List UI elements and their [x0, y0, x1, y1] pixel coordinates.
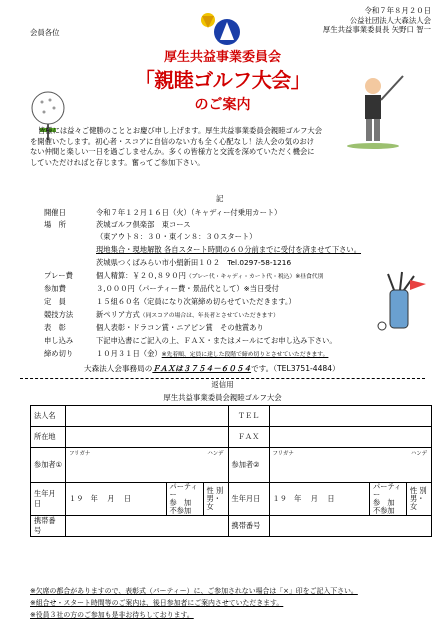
corp-name-field[interactable] [66, 406, 229, 427]
detail-venue [44, 220, 191, 229]
note-3: ※役員３社の方のご参加も是非お待ちしております。 [30, 611, 194, 619]
title-event: 「親睦ゴルフ大会」 [134, 68, 311, 92]
corp-name-label: 法人名 [31, 406, 66, 427]
ki-heading: 記 [216, 194, 224, 203]
header-info [323, 6, 431, 35]
handicap-label-2: ハンデ [410, 451, 427, 457]
gender-field-2[interactable]: 性 別 男・女 [407, 483, 432, 516]
fax-suffix: です。（TEL3751-4484） [251, 364, 340, 373]
org-name: 公益社団法人大森法人会 [349, 15, 431, 25]
furigana-label-2: フリガナ [272, 451, 294, 457]
note-1: ※欠席の都合がありますので、表彰式（パーティー）に、ご参加されない場合は「×」印をご記入下さい。 [30, 587, 358, 595]
join-label: 参加費 [44, 284, 66, 293]
party-field-2[interactable]: パーティー 参 加 不参加 [370, 483, 407, 516]
note-2: ※組合せ・スタート時間等のご案内は、後日参加者にご案内させていただきます。 [30, 599, 284, 607]
fee-value: 個人精算：￥２０,８９０円 [96, 271, 186, 280]
mobile-field-2[interactable] [269, 516, 432, 537]
cut-line [20, 378, 425, 379]
form-title: 厚生共益事業委員会親睦ゴルフ大会 [163, 393, 282, 402]
tel-label: ＴＥＬ [228, 406, 269, 427]
title-guide: のご案内 [194, 97, 251, 113]
date-value: 令和７年１２月１６日（火）（キャディー付乗用カート） [96, 208, 282, 217]
address-label: 所在地 [31, 427, 66, 448]
mobile-field-1[interactable] [66, 516, 229, 537]
notes [30, 585, 358, 621]
issue-date: 令和７年８月２０日 [364, 6, 431, 15]
detail-fee [44, 271, 323, 282]
detail-award [44, 323, 264, 332]
detail-capacity [44, 297, 296, 306]
title-committee: 厚生共益事業委員会 [163, 50, 281, 65]
fax-line [84, 364, 340, 373]
golf-bag-icon [370, 270, 430, 336]
mobile-label-1: 携帯番号 [31, 516, 66, 537]
competition-note: （同スコアの場合は、年長者とさせていただきます） [139, 313, 279, 319]
participant2-field[interactable] [269, 448, 432, 483]
birth-field-1[interactable]: １９ 年 月 日 [66, 483, 167, 516]
birth-label-2: 生年月日 [228, 483, 269, 516]
participant1-field[interactable] [66, 448, 229, 483]
birth-label-1: 生年月日 [31, 483, 66, 516]
detail-date [44, 208, 281, 217]
fax-number: ＦＡＸは３７５４－６０５４ [152, 364, 252, 373]
participant1-label: 参加者① [31, 448, 66, 483]
address-field[interactable] [66, 427, 229, 448]
detail-join [44, 284, 279, 293]
deadline-label: 締め切り [44, 349, 74, 358]
intro-line-2: を開催いたします。初心者・スコアに自信のない方も全く心配なし！法人会の気のおけ [30, 136, 314, 146]
mobile-label-2: 携帯番号 [228, 516, 269, 537]
return-label: 返信用 [211, 380, 234, 389]
fee-label: プレー費 [44, 271, 73, 280]
detail-competition [44, 310, 279, 321]
apply-value: 下記申込書にご記入の上、ＦＡＸ・またはメールにてお申し込み下さい。 [96, 336, 337, 345]
intro-line-4: していただければと存じます。奮ってご参加下さい。 [30, 157, 205, 167]
tel-field[interactable] [269, 406, 432, 427]
venue-label: 場 所 [44, 220, 66, 229]
party-field-1[interactable]: パーティー 参 加 不参加 [166, 483, 203, 516]
venue-times: （東アウト８：３０・東イン８：３０スタート） [96, 232, 257, 241]
join-value: ３,０００円（パーティー費・景品代として）※当日受付 [96, 284, 279, 293]
apply-label: 申し込み [44, 336, 74, 345]
capacity-label: 定 員 [44, 297, 66, 306]
date-label: 開催日 [44, 208, 66, 217]
venue-note: 現地集合・現地解散 各自スタート時間の６０分前までに受付を済ませて下さい。 [96, 245, 362, 254]
award-label: 表 彰 [44, 323, 66, 332]
fax-field[interactable] [269, 427, 432, 448]
fee-note: （プレー代・キャディ・カート代・税込）※昼食代別 [185, 274, 324, 280]
competition-label: 競技方法 [44, 310, 74, 319]
intro-paragraph [30, 126, 420, 168]
capacity-value: １５組６０名（定員になり次第締め切らせていただきます。） [96, 297, 296, 306]
fax-prefix: 大森法人会事務局の [84, 364, 153, 373]
intro-line-1: 皆様には益々ご健勝のこととお慶び申し上げます。厚生共益事業委員会親睦ゴルフ大会 [38, 126, 322, 135]
deadline-note: ※先着順、定員に達した段階で締め切りとさせていただきます。 [161, 352, 329, 358]
sender-name: 厚生共益事業委員長 矢野口 智一 [322, 25, 431, 34]
member-label: 会員各位 [30, 28, 60, 37]
furigana-label-1: フリガナ [69, 451, 91, 457]
birth-field-2[interactable]: １９ 年 月 日 [269, 483, 370, 516]
detail-deadline [44, 349, 328, 360]
award-value: 個人表彰・ドラコン賞・ニアピン賞 その他賞あり [96, 323, 264, 332]
intro-line-3: ない仲間と楽しい一日を過ごしませんか。多くの皆様方と交流を深めていただく機会に [30, 147, 315, 156]
detail-apply [44, 336, 337, 345]
competition-value: 新ペリア方式 [96, 310, 140, 319]
application-form [30, 405, 432, 537]
venue-value: 茨城ゴルフ倶楽部 東コース [96, 220, 191, 229]
association-logo [194, 10, 244, 48]
handicap-label-1: ハンデ [207, 451, 224, 457]
venue-address: 茨城県つくばみらい市小絹新田１０２ Tel.0297-58-1216 [96, 258, 292, 267]
gender-field-1[interactable]: 性 別 男・女 [203, 483, 228, 516]
participant2-label: 参加者② [228, 448, 269, 483]
fax-label: ＦＡＸ [228, 427, 269, 448]
deadline-value: １０月３１日（金） [96, 349, 162, 358]
